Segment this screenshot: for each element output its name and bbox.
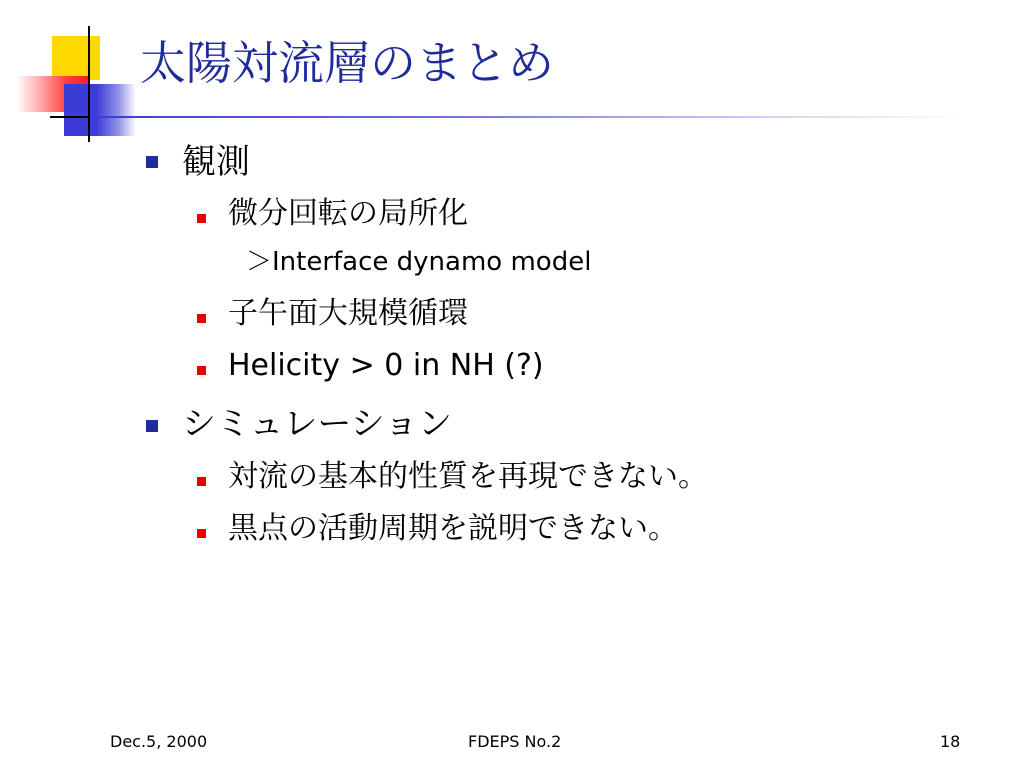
bullet-marker [146,420,158,432]
footer-date: Dec.5, 2000 [110,732,208,751]
bullet-marker [146,156,158,168]
sub-bullet-marker [197,366,206,375]
footer-page-number: 18 [940,732,961,751]
bullet-observation: 観測 [182,142,250,182]
sub-bullet-convection: 対流の基本的性質を再現できない。 [228,459,708,494]
sub-bullet-marker [197,529,206,538]
sub-bullet-meridional-circulation: 子午面大規模循環 [228,296,468,331]
sub-bullet-note-interface-dynamo: ＞Interface dynamo model [246,247,592,277]
sub-bullet-marker [197,214,206,223]
sub-bullet-sunspot-cycle: 黒点の活動周期を説明できない。 [228,511,678,546]
bullet-simulation: シミュレーション [182,404,452,444]
sub-bullet-marker [197,477,206,486]
footer-center-text: FDEPS No.2 [468,732,562,751]
slide-title: 太陽対流層のまとめ [140,36,554,90]
sub-bullet-helicity: Helicity > 0 in NH (?) [228,348,544,383]
sub-bullet-differential-rotation: 微分回転の局所化 [228,196,468,231]
sub-bullet-marker [197,314,206,323]
